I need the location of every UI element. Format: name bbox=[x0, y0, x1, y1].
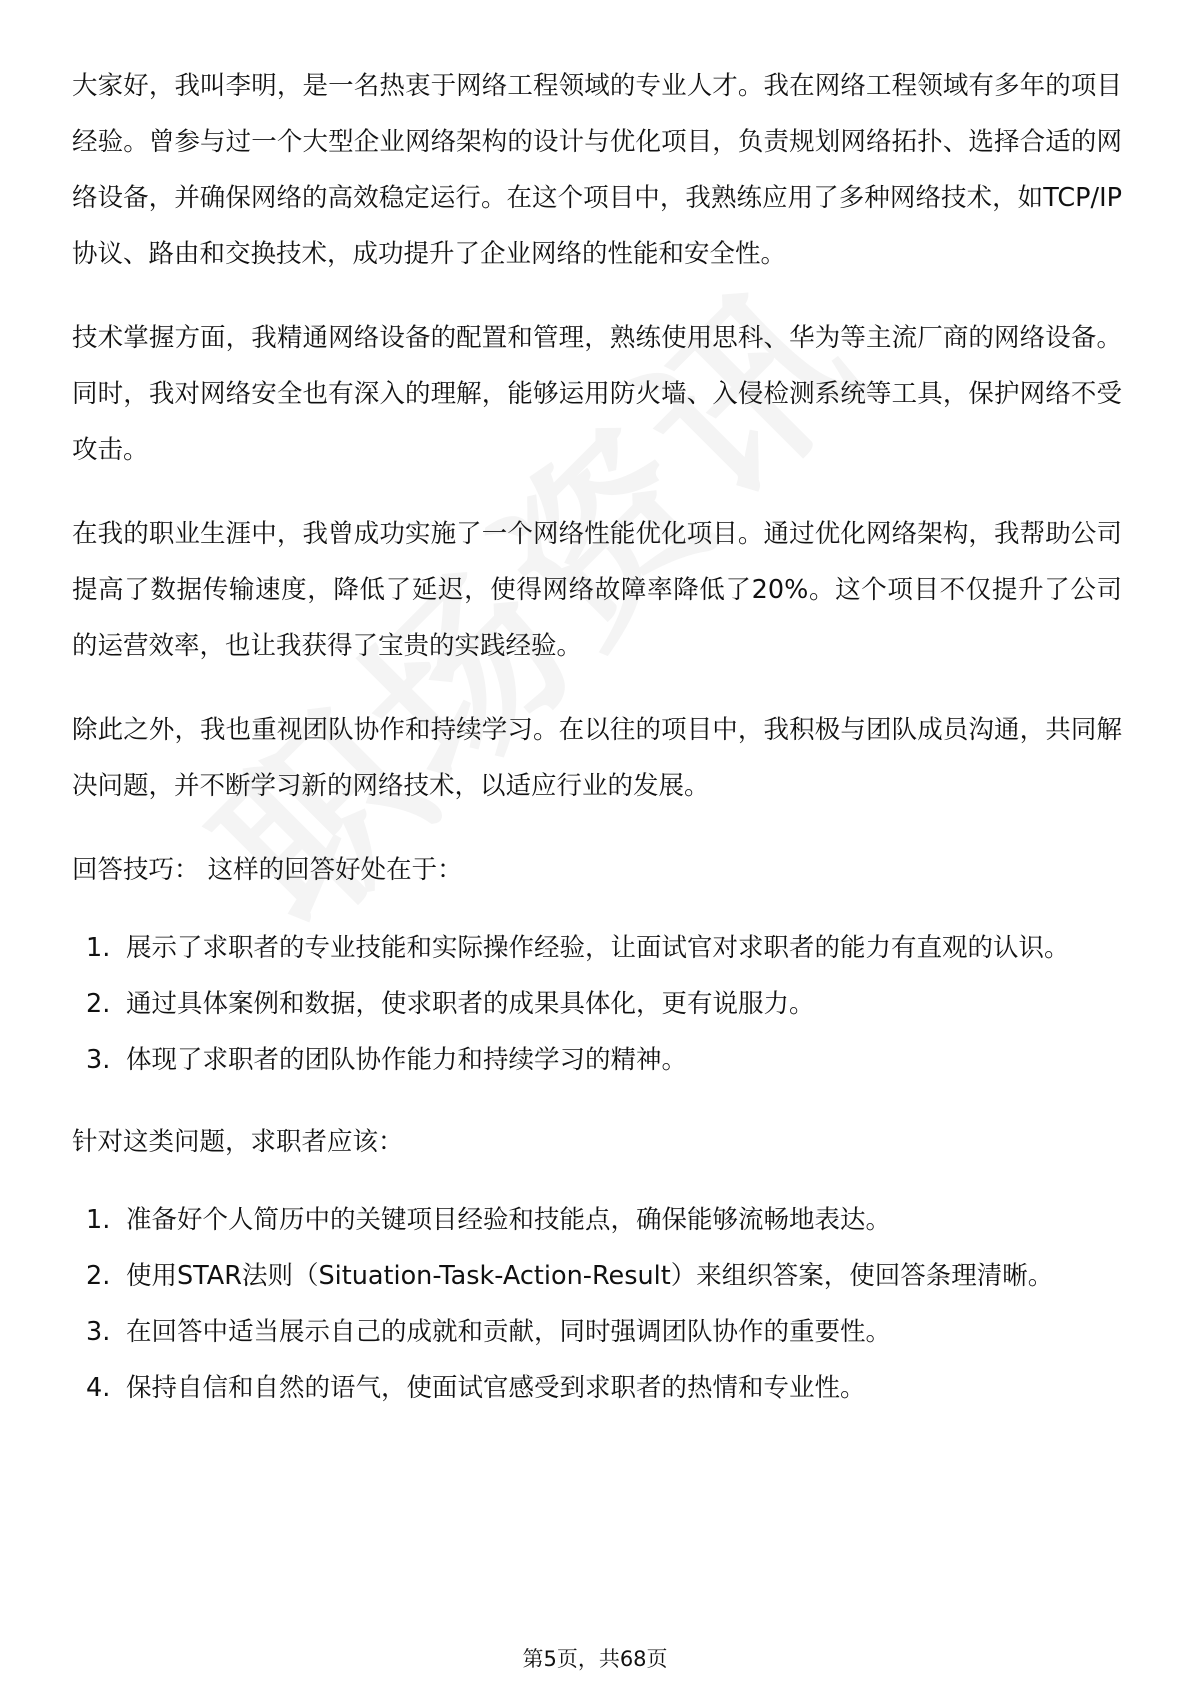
paragraph-achievement: 在我的职业生涯中，我曾成功实施了一个网络性能优化项目。通过优化网络架构，我帮助公司提高了数据传输速度，降低了延迟，使得网络故障率降低了20%。这个项目不仅提升了公司的运营效率，也让我获得了宝贵的实践经验。 bbox=[72, 519, 1122, 661]
page-number: 第5页，共68页 bbox=[522, 1647, 668, 1671]
document-body bbox=[72, 58, 1122, 1442]
list-number: 1. bbox=[86, 1205, 111, 1235]
list-item bbox=[72, 1192, 1122, 1248]
paragraph-intro: 大家好，我叫李明，是一名热衷于网络工程领域的专业人才。我在网络工程领域有多年的项目经验。曾参与过一个大型企业网络架构的设计与优化项目，负责规划网络拓扑、选择合适的网络设备，并确保网络的高效稳定运行。在这个项目中，我熟练应用了多种网络技术，如TCP/IP协议、路由和交换技术，成功提升了企业网络的性能和安全性。 bbox=[72, 71, 1122, 269]
list-item bbox=[72, 1304, 1122, 1360]
list-item bbox=[72, 920, 1122, 976]
list-number: 2. bbox=[86, 1261, 111, 1291]
list-item-text: 体现了求职者的团队协作能力和持续学习的精神。 bbox=[126, 1045, 688, 1075]
list-number: 1. bbox=[86, 933, 111, 963]
list-number: 2. bbox=[86, 989, 111, 1019]
list-item-text: 通过具体案例和数据，使求职者的成果具体化，更有说服力。 bbox=[126, 989, 815, 1019]
list-number: 3. bbox=[86, 1317, 111, 1347]
list-item-text: 展示了求职者的专业技能和实际操作经验，让面试官对求职者的能力有直观的认识。 bbox=[126, 933, 1070, 963]
list-item-text: 使用STAR法则（Situation-Task-Action-Result）来组织答案，使回答条理清晰。 bbox=[126, 1261, 1054, 1291]
list-item bbox=[72, 1360, 1122, 1416]
advice-list bbox=[72, 1192, 1122, 1416]
list-item-text: 准备好个人简历中的关键项目经验和技能点，确保能够流畅地表达。 bbox=[126, 1205, 892, 1235]
list-item bbox=[72, 1248, 1122, 1304]
paragraph-skills: 技术掌握方面，我精通网络设备的配置和管理，熟练使用思科、华为等主流厂商的网络设备。同时，我对网络安全也有深入的理解，能够运用防火墙、入侵检测系统等工具，保护网络不受攻击。 bbox=[72, 323, 1122, 465]
list-item bbox=[72, 1032, 1122, 1088]
list-number: 4. bbox=[86, 1373, 111, 1403]
tips-list bbox=[72, 920, 1122, 1088]
tips-heading: 回答技巧： 这样的回答好处在于： bbox=[72, 855, 463, 885]
advice-heading: 针对这类问题，求职者应该： bbox=[72, 1127, 404, 1157]
list-item-text: 在回答中适当展示自己的成就和贡献，同时强调团队协作的重要性。 bbox=[126, 1317, 892, 1347]
list-item-text: 保持自信和自然的语气，使面试官感受到求职者的热情和专业性。 bbox=[126, 1373, 866, 1403]
list-number: 3. bbox=[86, 1045, 111, 1075]
list-item bbox=[72, 976, 1122, 1032]
paragraph-teamwork: 除此之外，我也重视团队协作和持续学习。在以往的项目中，我积极与团队成员沟通，共同解决问题，并不断学习新的网络技术，以适应行业的发展。 bbox=[72, 715, 1122, 801]
